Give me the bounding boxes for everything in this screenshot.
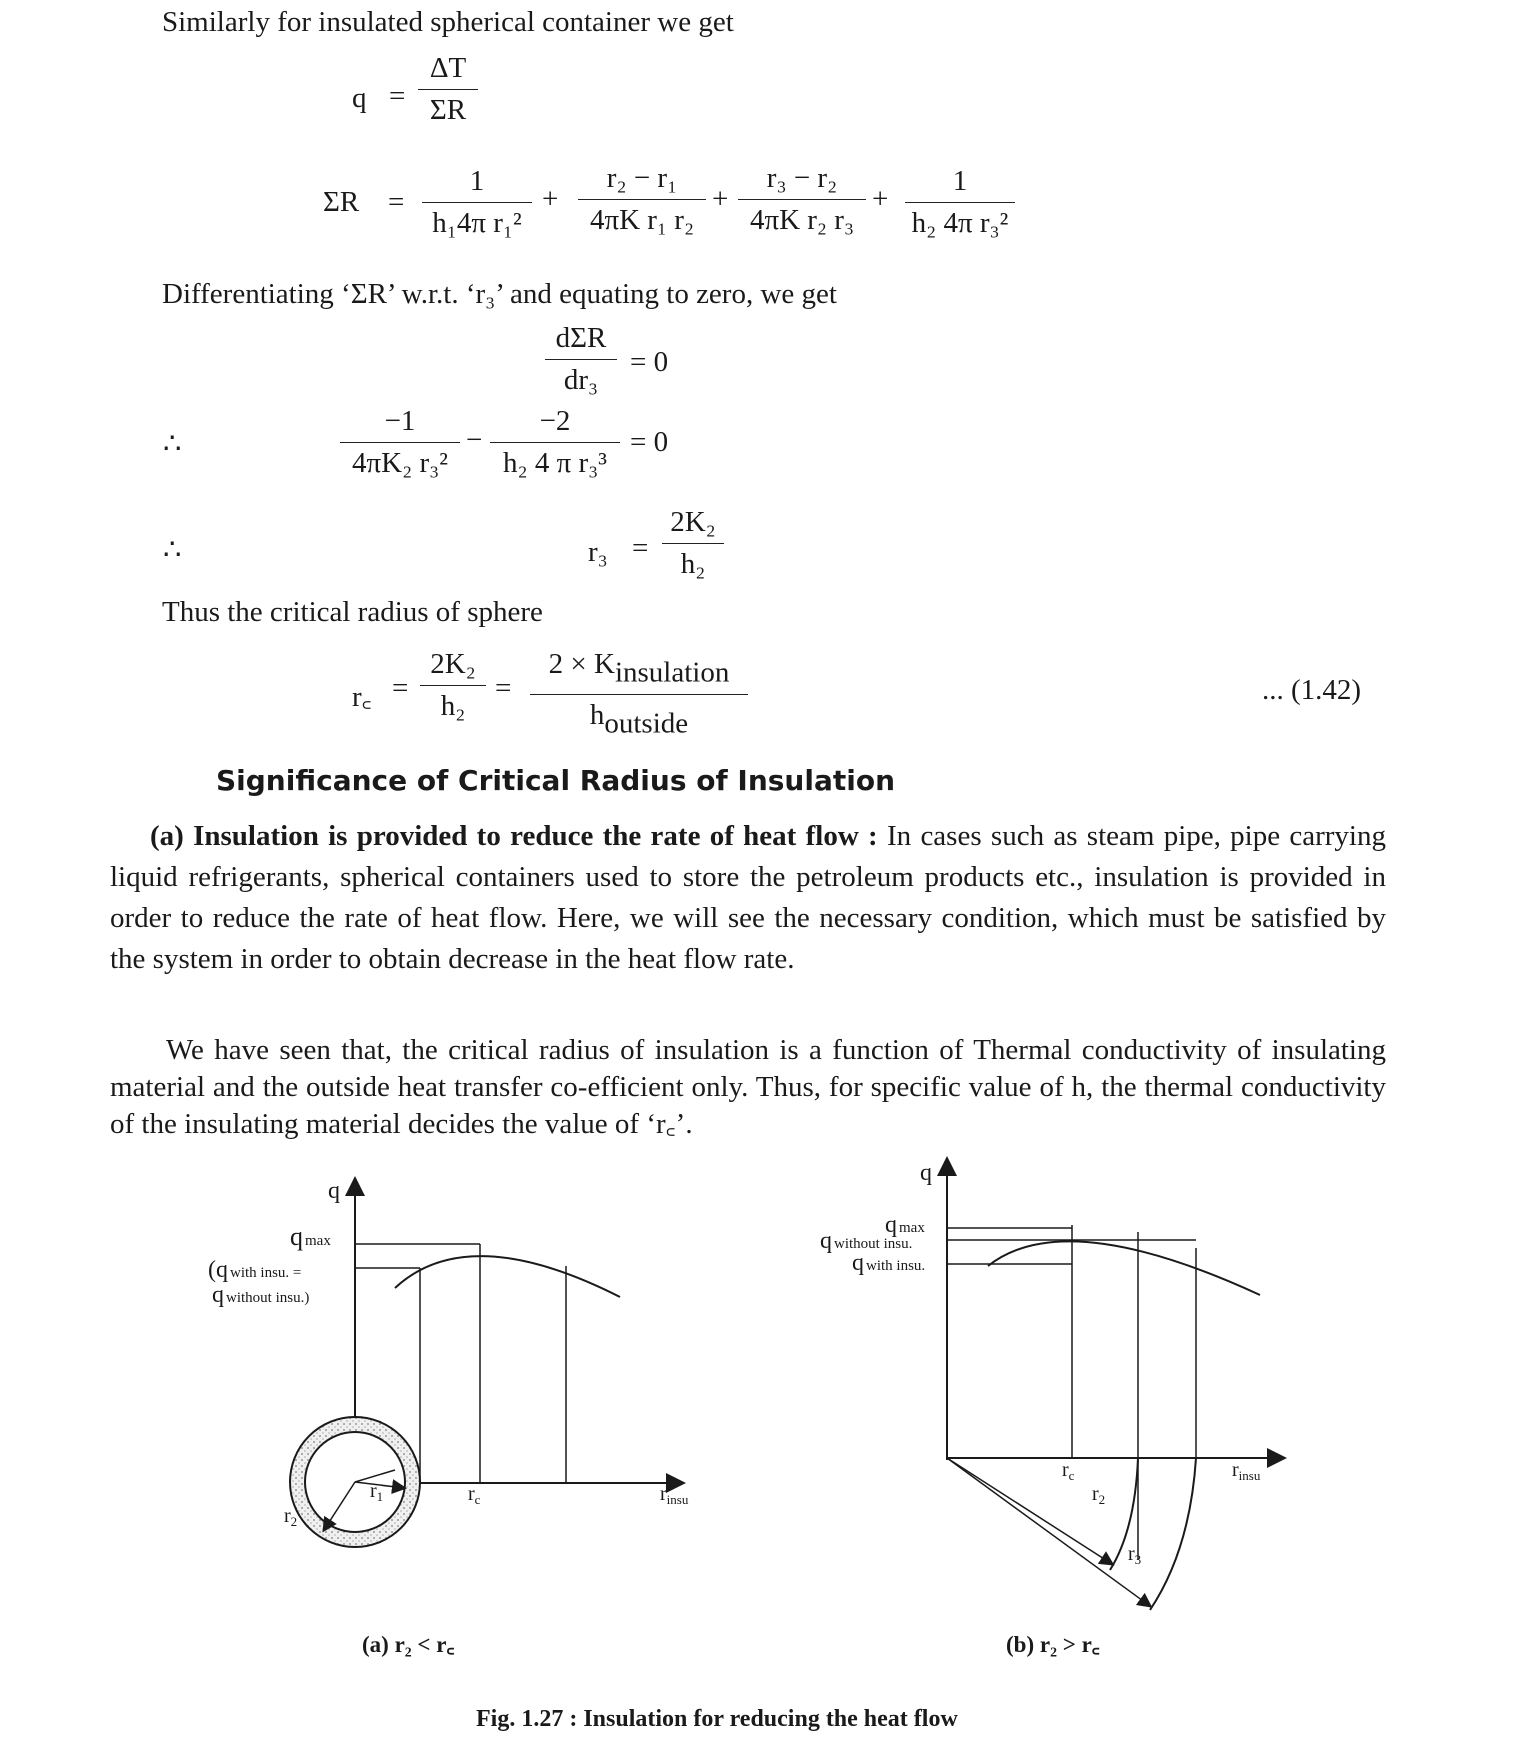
eq1-equals: =	[389, 80, 406, 112]
r3-radius-arrow	[947, 1458, 1150, 1606]
r1-label: $r_1$	[370, 1480, 384, 1504]
q-without-insu-label: qwithout insu.)	[212, 1282, 310, 1308]
eq4-rhs: = 0	[630, 426, 669, 458]
eq2-equals: =	[388, 186, 405, 218]
r-insu-label: $r_{insu}$	[660, 1483, 689, 1507]
rc-label: $r_c$	[1062, 1459, 1075, 1483]
eq5-lhs: r₃	[588, 536, 608, 568]
q-with-insu-label: qwith insu.	[852, 1250, 926, 1276]
thus-text: Thus the critical radius of sphere	[162, 596, 543, 628]
r2-label: $r_2$	[1092, 1483, 1106, 1507]
eq6-a-num: 2K₂	[430, 648, 476, 680]
eq4-b-num: −2	[539, 405, 571, 437]
eq5-numerator: 2K₂	[670, 506, 716, 538]
eq2-term2-den: 4πK r₁ r₂	[589, 204, 695, 236]
eq6-b-den-sub: outside	[604, 707, 689, 740]
equation-number: ... (1.42)	[1262, 674, 1362, 706]
q-max-label: qmax	[885, 1212, 925, 1238]
diagram-a-caption: (a) r₂ < r꜀	[362, 1632, 455, 1657]
eq2-term1-den: h₁4π r₁²	[432, 207, 522, 239]
eq6-b-num-sub: insulation	[614, 656, 730, 689]
eq2-term4-num: 1	[952, 165, 968, 197]
eq4-a-num: −1	[384, 405, 416, 437]
intro-text: Similarly for insulated spherical container we get	[162, 6, 734, 38]
figure-caption: Fig. 1.27 : Insulation for reducing the heat flow	[476, 1706, 958, 1732]
paragraph-label: (a) Insulation is provided to reduce the rate of heat flow :	[150, 820, 878, 852]
therefore-symbol: ∴	[163, 534, 182, 566]
r-insu-label: $r_{insu}$	[1232, 1459, 1261, 1483]
eq6-equals: =	[392, 672, 409, 704]
minus-sign: −	[466, 424, 483, 456]
q-with-insu-label: (qwith insu. =	[208, 1257, 302, 1283]
diagram-b-y-label: q	[920, 1160, 932, 1186]
eq2-term3-num: r₃ − r₂	[766, 162, 838, 194]
diagram-a	[208, 1178, 689, 1657]
section-heading: Significance of Critical Radius of Insulation	[216, 764, 895, 797]
q-without-insu-label: qwithout insu.	[820, 1228, 913, 1254]
diagram-a-heat-flow-curve	[395, 1256, 620, 1297]
rc-label: $r_c$	[468, 1483, 481, 1507]
eq2-lhs: ΣR	[323, 186, 360, 218]
eq2-term4-den: h₂ 4π r₃²	[911, 207, 1009, 239]
eq2-term3-den: 4πK r₂ r₃	[749, 204, 855, 236]
differentiating-text: Differentiating ‘ΣR’ w.r.t. ‘r₃’ and equating to zero, we get	[162, 278, 837, 310]
eq1-numerator: ΔT	[429, 52, 467, 84]
eq5-denominator: h₂	[680, 548, 706, 580]
r2-label: $r_2$	[284, 1505, 298, 1529]
eq6-equals-2: =	[495, 672, 512, 704]
eq3-rhs: = 0	[630, 346, 669, 378]
eq3-denominator: dr₃	[563, 364, 599, 396]
diagram-b-caption: (b) r₂ > r꜀	[1006, 1632, 1100, 1657]
eq2-term1-num: 1	[469, 165, 485, 197]
diagram-b	[820, 1160, 1283, 1657]
eq1-lhs: q	[352, 82, 367, 114]
therefore-symbol: ∴	[163, 428, 182, 460]
plus-sign: +	[542, 183, 559, 215]
plus-sign: +	[872, 183, 889, 215]
paragraph-body: In cases such as steam pipe, pipe carrying liquid refrigerants, spherical containers used to store the petroleum products etc., insulation is provided in order to reduce the rate of heat flow. Here, we will see the necessary condition, which must be satisfied by the system in order to obtain decrease in the heat flow rate.	[110, 820, 1386, 975]
eq3-numerator: dΣR	[555, 322, 607, 354]
paragraph-critical-radius-function: We have seen that, the critical radius of insulation is a function of Thermal conductivity of insulating material and the outside heat transfer co-efficient only. Thus, for specific value of h, the thermal conductivity of the insulating material decides the value of ‘r꜀’.	[110, 1034, 1386, 1140]
diagram-a-y-label: q	[328, 1178, 340, 1204]
eq4-a-den: 4πK₂ r₃²	[352, 447, 448, 479]
eq6-b-den: h	[589, 698, 605, 731]
diagram-b-heat-flow-curve	[988, 1241, 1260, 1295]
eq6-lhs: r꜀	[352, 681, 372, 713]
q-max-label: qmax	[290, 1222, 331, 1251]
r2-radius-arrow	[947, 1458, 1112, 1564]
plus-sign: +	[712, 183, 729, 215]
r3-label: $r_3$	[1128, 1543, 1142, 1567]
eq1-denominator: ΣR	[429, 94, 467, 126]
eq5-equals: =	[632, 532, 649, 564]
eq6-b-num: 2 × K	[548, 648, 615, 680]
eq4-b-den: h₂ 4 π r₃³	[503, 447, 607, 479]
eq6-a-den: h₂	[440, 690, 466, 722]
eq2-term2-num: r₂ − r₁	[606, 162, 678, 194]
r3-arc	[1150, 1458, 1196, 1610]
